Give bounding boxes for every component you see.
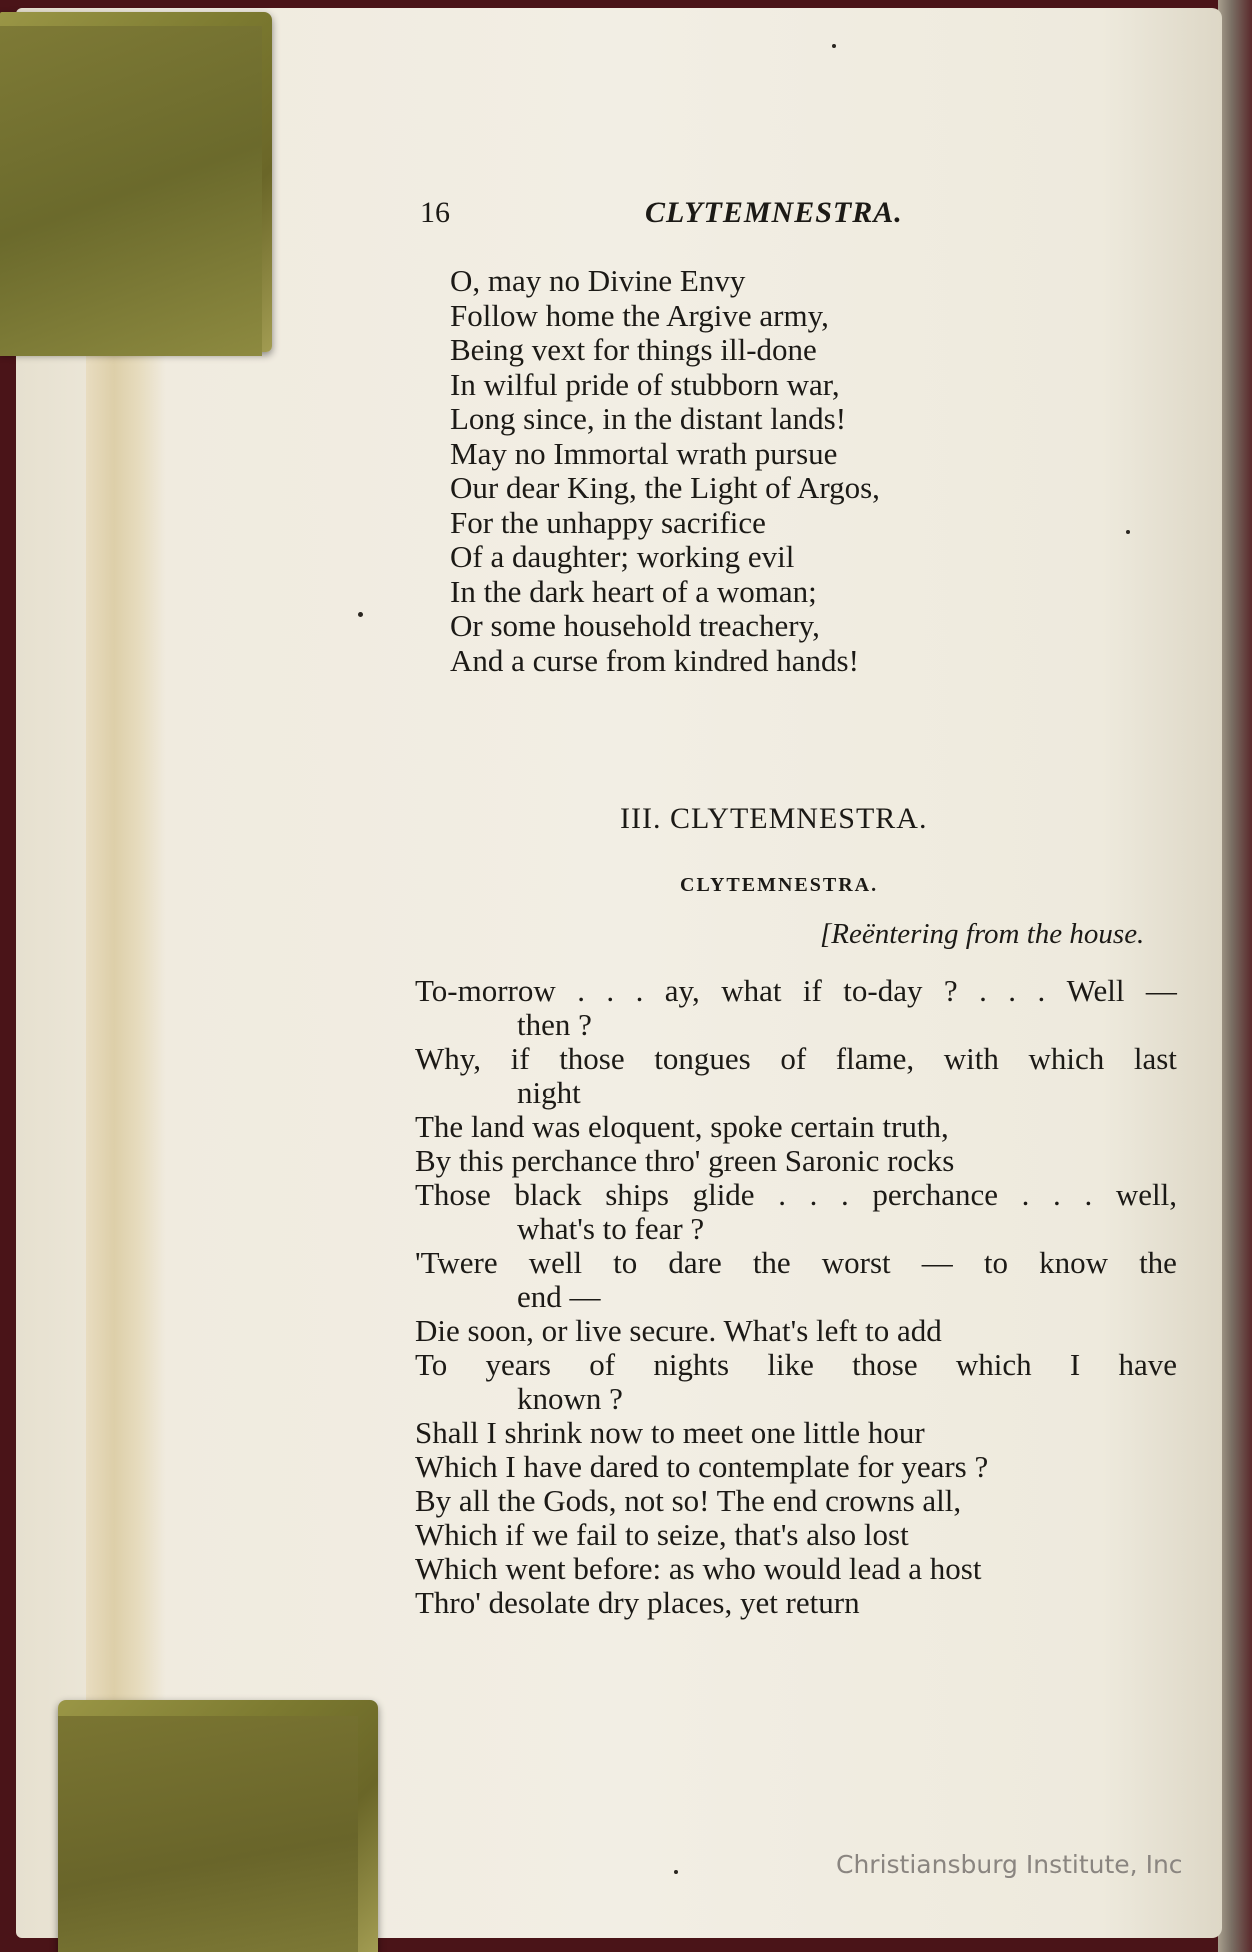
gutter-shadow [86,340,166,1700]
stage-direction: [Reëntering from the house. [820,918,1145,950]
gold-page-clip-bottom [58,1700,378,1952]
chorus-stanza [450,264,880,678]
chorus-line: O, may no Divine Envy [450,263,746,298]
speaker-name: CLYTEMNESTRA. [680,874,879,896]
chorus-line: For the unhappy sacrifice [450,504,766,540]
speech-line: To-morrow . . . ay, what if to-day ? . . . Well — [415,973,1177,1008]
speech-line: Which I have dared to contemplate for years ? [415,1449,989,1484]
speech-line: Thro' desolate dry places, yet return [415,1585,860,1620]
chorus-line: Being vext for things ill-done [450,332,817,367]
chorus-line: Long since, in the distant lands! [450,401,847,436]
speech-block [415,974,1177,1620]
gold-page-clip-top [0,12,272,352]
book-binding-edge [1218,0,1252,1952]
running-head: CLYTEMNESTRA. [645,196,903,229]
speech-line-continuation: then ? [517,1007,592,1042]
chorus-line: Follow home the Argive army, [450,297,829,333]
watermark-credit: Christiansburg Institute, Inc [836,1850,1183,1879]
chorus-line: Our dear King, the Light of Argos, [450,470,880,505]
speech-line: Why, if those tongues of flame, with which last [415,1041,1177,1076]
chorus-line: In wilful pride of stubborn war, [450,366,840,402]
chorus-line: And a curse from kindred hands! [450,642,859,678]
paper-speck [832,44,836,48]
speech-line: Which went before: as who would lead a host [415,1551,982,1586]
speech-line: By all the Gods, not so! The end crowns all, [415,1483,962,1518]
speech-line-continuation: end — [517,1279,601,1314]
chorus-line: In the dark heart of a woman; [450,573,817,609]
speech-line: 'Twere well to dare the worst — to know the [415,1245,1177,1280]
speech-line: The land was eloquent, spoke certain truth, [415,1109,949,1144]
chorus-line: May no Immortal wrath pursue [450,435,838,471]
speech-line: To years of nights like those which I have [415,1347,1177,1382]
speech-line: Die soon, or live secure. What's left to add [415,1313,942,1348]
paper-speck [358,612,363,617]
speech-line-continuation: night [517,1075,581,1110]
speech-line-continuation: known ? [517,1381,623,1416]
chorus-line: Of a daughter; working evil [450,539,795,574]
clip-face [0,26,262,356]
speech-line: Which if we fail to seize, that's also lost [415,1517,909,1552]
page-number: 16 [420,196,450,229]
speech-line: Those black ships glide . . . perchance . . . well, [415,1177,1177,1212]
chorus-line: Or some household treachery, [450,608,820,643]
paper-speck [1126,530,1130,534]
speech-line: Shall I shrink now to meet one little hour [415,1415,925,1450]
paper-speck [674,1870,678,1874]
clip-face [58,1716,358,1952]
speech-line: By this perchance thro' green Saronic rocks [415,1143,955,1178]
section-title: III. CLYTEMNESTRA. [620,802,928,835]
speech-line-continuation: what's to fear ? [517,1211,705,1246]
